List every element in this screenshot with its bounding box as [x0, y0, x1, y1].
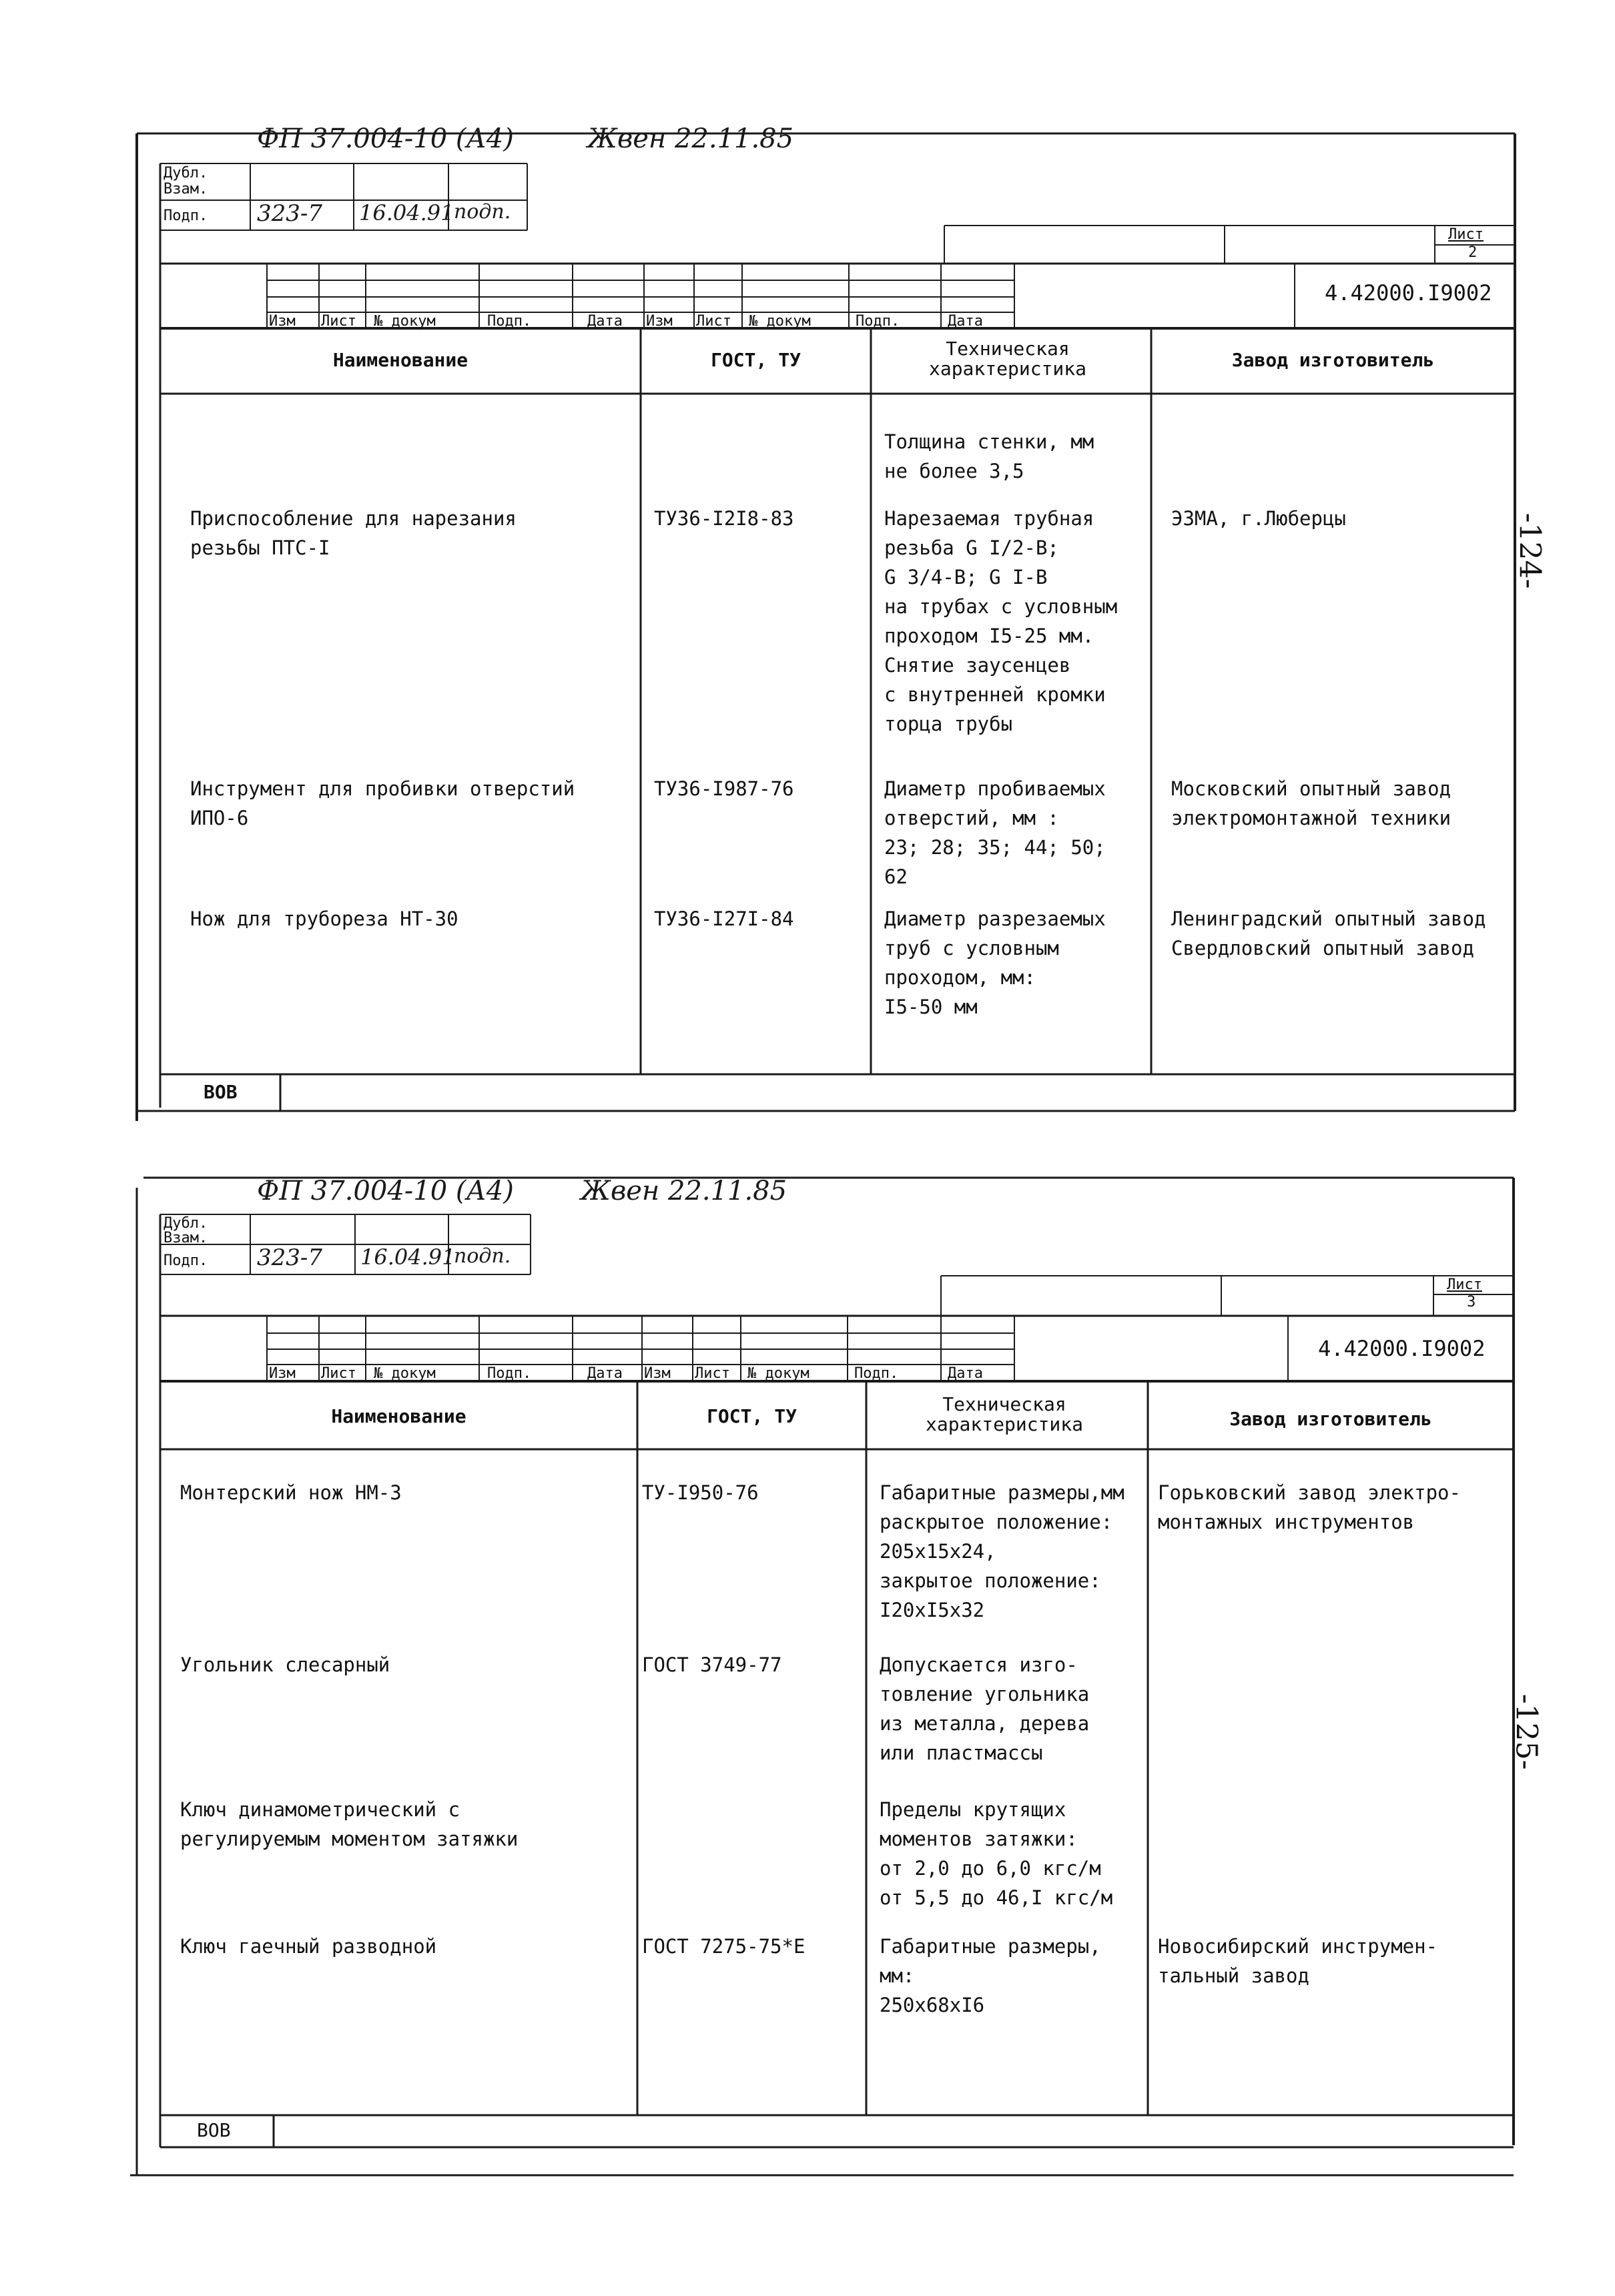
- sheet-1-stamp-label-podp: Подп.: [164, 208, 208, 224]
- sheet-2-row-1-name: Монтерский нож НМ-3: [180, 1481, 402, 1504]
- sheet-1-stamp-sign: подп.: [454, 200, 511, 224]
- sheet-2-stamp-label-vzam: Взам.: [164, 1230, 208, 1246]
- sheet-1-row-3-maker: Московский опытный завод электромонтажной техники: [1171, 777, 1451, 829]
- sheet-1-signature: Жвен 22.11.85: [587, 123, 794, 154]
- sheet-2-col-maker: Завод изготовитель: [1229, 1408, 1432, 1430]
- sheet-2-frame-lines: [0, 1161, 1615, 2296]
- sheet-2-sheet-number: 3: [1467, 1294, 1476, 1310]
- sheet-2-rev-izm: Изм: [269, 1365, 296, 1382]
- sheet-1-row-1-spec: Толщина стенки, мм не более 3,5: [884, 430, 1094, 482]
- sheet-2-row-2-gost: ГОСТ 3749-77: [642, 1653, 782, 1676]
- sheet-1-row-2-name: Приспособление для нарезания резьбы ПТС-I: [190, 507, 517, 559]
- sheet-1-col-gost: ГОСТ, ТУ: [711, 349, 801, 371]
- sheet-1-row-2-gost: ТУ36-I2I8-83: [654, 507, 794, 530]
- sheet-2-rev-data-2: Дата: [948, 1365, 983, 1382]
- sheet-1-stamp-number: 323-7: [257, 200, 323, 227]
- sheet-1-rev-izm-2: Изм: [646, 313, 673, 330]
- sheet-2-col-gost: ГОСТ, ТУ: [707, 1405, 797, 1427]
- sheet-2-row-2-name: Угольник слесарный: [180, 1653, 390, 1676]
- sheet-2-rev-izm-2: Изм: [644, 1365, 671, 1382]
- sheet-1-footer-label: ВОВ: [204, 1081, 238, 1103]
- sheet-2-row-3-spec: Пределы крутящих моментов затяжки: от 2,0 до 6,0 кгс/м от 5,5 до 46,I кгс/м: [880, 1798, 1113, 1909]
- sheet-1-rev-podp: Подп.: [487, 313, 532, 330]
- sheet-1-rev-dokum-2: № докум: [749, 313, 811, 330]
- sheet-1-row-3-gost: ТУ36-I987-76: [654, 777, 794, 800]
- sheet-2-rev-data: Дата: [587, 1365, 623, 1382]
- sheet-2-sheet-label: Лист: [1447, 1276, 1482, 1293]
- sheet-1-row-4-spec: Диаметр разрезаемых труб с условным проходом, мм: I5-50 мм: [884, 907, 1106, 1018]
- sheet-2-rev-podp-2: Подп.: [854, 1365, 899, 1382]
- sheet-2-stamp: ФП 37.004-10 (А4): [257, 1176, 514, 1206]
- sheet-2-side-page-number: -125-: [1509, 1693, 1544, 1770]
- sheet-2-footer-label: ВОВ: [197, 2119, 231, 2141]
- sheet-1-sheet-number: 2: [1468, 244, 1478, 261]
- sheet-2-row-4-maker: Новосибирский инструмен- тальный завод: [1158, 1935, 1438, 1987]
- sheet-2-rev-podp: Подп.: [487, 1365, 532, 1382]
- sheet-1-stamp-date: 16.04.91: [359, 200, 454, 226]
- sheet-2-col-name: Наименование: [331, 1405, 466, 1427]
- sheet-1-col-name: Наименование: [332, 349, 468, 371]
- sheet-2-row-2-spec: Допускается изго- товление угольника из металла, дерева или пластмассы: [880, 1653, 1090, 1764]
- sheet-1-row-2-maker: ЭЗМА, г.Люберцы: [1171, 507, 1346, 530]
- sheet-1-stamp-label-dubl: Дубл.: [164, 165, 208, 181]
- sheet-1-stamp: ФП 37.004-10 (А4): [257, 123, 514, 154]
- sheet-2-row-1-gost: ТУ-I950-76: [642, 1481, 759, 1504]
- sheet-1-rev-list-2: Лист: [696, 313, 731, 330]
- sheet-1-rev-list: Лист: [321, 313, 356, 330]
- sheet-1-side-page-number: -124-: [1512, 512, 1547, 589]
- sheet-1-stamp-label-vzam: Взам.: [164, 181, 208, 198]
- sheet-2-rev-dokum-2: № докум: [747, 1365, 810, 1382]
- sheet-1-rev-dokum: № докум: [374, 313, 436, 330]
- sheet-2-row-4-spec: Габаритные размеры, мм: 250х68хI6: [880, 1935, 1101, 2016]
- sheet-2-col-spec: Техническая характеристика: [925, 1393, 1083, 1435]
- sheet-1-rev-data-2: Дата: [948, 313, 983, 330]
- sheet-1-col-maker: Завод изготовитель: [1231, 349, 1435, 371]
- sheet-1-row-4-gost: ТУ36-I27I-84: [654, 907, 794, 930]
- sheet-1-col-spec: Техническая характеристика: [928, 338, 1086, 380]
- sheet-2-row-4-name: Ключ гаечный разводной: [180, 1935, 437, 1958]
- sheet-2-rev-list: Лист: [321, 1365, 356, 1382]
- sheet-2-rev-list-2: Лист: [695, 1365, 730, 1382]
- sheet-1-row-4-name: Нож для трубореза НТ-30: [190, 907, 458, 930]
- sheet-2-stamp-label-dubl: Дубл.: [164, 1215, 208, 1232]
- sheet-2-row-4-gost: ГОСТ 7275-75*Е: [642, 1935, 805, 1958]
- sheet-2-signature: Жвен 22.11.85: [581, 1176, 787, 1206]
- sheet-2-row-3-name: Ключ динамометрический с регулируемым моментом затяжки: [180, 1798, 519, 1850]
- sheet-2-stamp-label-podp: Подп.: [164, 1252, 208, 1269]
- sheet-2-row-1-spec: Габаритные размеры,мм раскрытое положение: 205х15х24, закрытое положение: I20хI5х32: [880, 1481, 1124, 1621]
- sheet-1-row-2-spec: Нарезаемая трубная резьба G I/2-В; G 3/4-В; G I-В на трубах с условным проходом I5-25 мм. Снятие заусенцев с внутренней кромки торца трубы: [884, 507, 1118, 735]
- sheet-1-row-3-name: Инструмент для пробивки отверстий ИПО-6: [190, 777, 575, 829]
- sheet-2-stamp-sign: подп.: [454, 1244, 511, 1268]
- sheet-2-rev-dokum: № докум: [374, 1365, 436, 1382]
- sheet-1-rev-podp-2: Подп.: [856, 313, 900, 330]
- sheet-1-row-3-spec: Диаметр пробиваемых отверстий, мм : 23; 28; 35; 44; 50; 62: [884, 777, 1106, 888]
- sheet-1-doc-code: 4.42000.I9002: [1325, 280, 1492, 306]
- sheet-2-row-1-maker: Горьковский завод электро- монтажных инструментов: [1158, 1481, 1461, 1533]
- sheet-2-doc-code: 4.42000.I9002: [1318, 1336, 1486, 1361]
- sheet-1-row-4-maker: Ленинградский опытный завод Свердловский опытный завод: [1171, 907, 1486, 960]
- document-sheet-2: [0, 1161, 1615, 2296]
- sheet-1-rev-data: Дата: [587, 313, 623, 330]
- sheet-2-stamp-number: 323-7: [257, 1244, 323, 1271]
- sheet-2-stamp-date: 16.04.91: [360, 1244, 456, 1270]
- sheet-1-sheet-label: Лист: [1448, 226, 1484, 243]
- sheet-1-rev-izm: Изм: [269, 313, 296, 330]
